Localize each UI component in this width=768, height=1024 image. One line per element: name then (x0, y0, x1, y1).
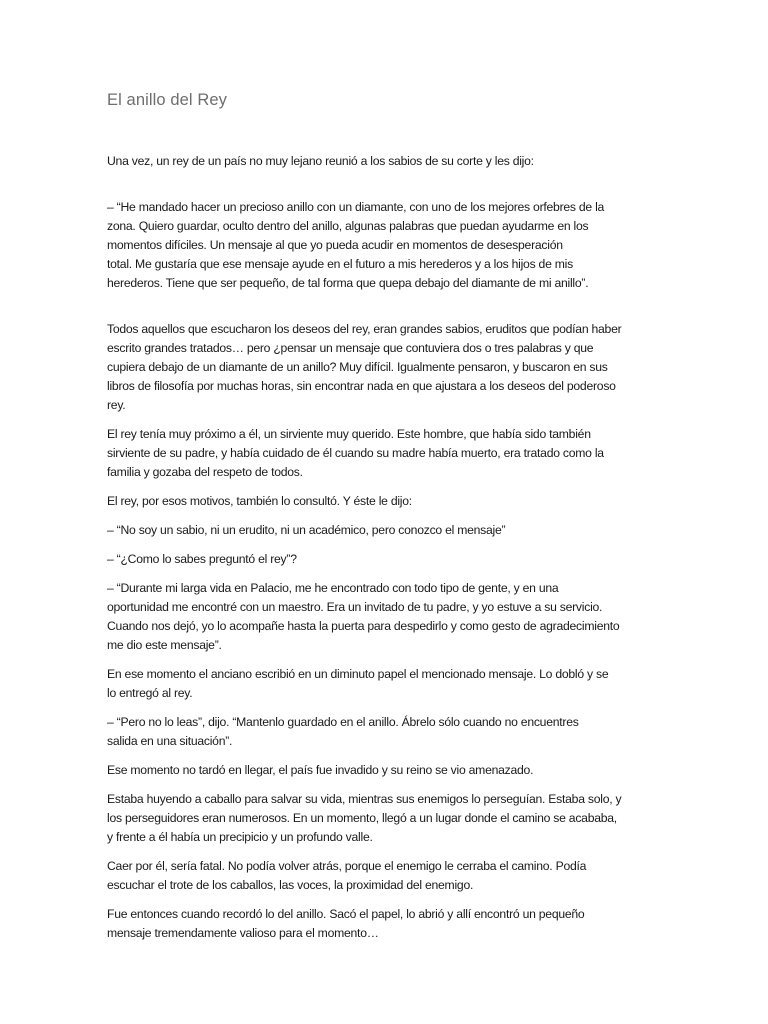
text-line: oportunidad me encontré con un maestro. Era un invitado de tu padre, y yo estuve a su servicio. (107, 600, 603, 614)
text-line: y frente a él había un precipicio y un profundo valle. (107, 830, 373, 844)
paragraph (107, 761, 663, 780)
text-line: Una vez, un rey de un país no muy lejano reunió a los sabios de su corte y les dijo: (107, 154, 534, 168)
paragraph (107, 857, 663, 895)
text-line: los perseguidores eran numerosos. En un momento, llegó a un lugar donde el camino se acababa, (107, 811, 617, 825)
text-line: Caer por él, sería fatal. No podía volver atrás, porque el enemigo le cerraba el camino. Podía (107, 859, 587, 873)
document-title: El anillo del Rey (107, 91, 228, 109)
text-line: sirviente de su padre, y había cuidado de él cuando su madre había muerto, era tratado como la (107, 446, 604, 460)
text-line: El rey, por esos motivos, también lo consultó. Y éste le dijo: (107, 494, 412, 508)
paragraph (107, 579, 663, 655)
text-line: libros de filosofía por muchas horas, sin encontrar nada en que ajustara a los deseos del poderoso (107, 379, 616, 393)
text-line: lo entregó al rey. (107, 686, 193, 700)
text-line: – “¿Como lo sabes preguntó el rey”? (107, 552, 297, 566)
text-line: total. Me gustaría que ese mensaje ayude en el futuro a mis herederos y a los hijos de mis (107, 257, 573, 271)
paragraph (107, 521, 663, 540)
paragraph (107, 425, 663, 482)
text-line: Fue entonces cuando recordó lo del anillo. Sacó el papel, lo abrió y allí encontró un pequeño (107, 907, 585, 921)
text-line: Cuando nos dejó, yo lo acompañe hasta la puerta para despedirlo y como gesto de agradecimiento (107, 619, 620, 633)
text-line: – “Pero no lo leas”, dijo. “Mantenlo guardado en el anillo. Ábrelo sólo cuando no encuentres (107, 715, 579, 729)
paragraph (107, 320, 663, 415)
text-line: familia y gozaba del respeto de todos. (107, 465, 303, 479)
text-line: En ese momento el anciano escribió en un diminuto papel el mencionado mensaje. Lo dobló y se (107, 667, 609, 681)
text-line: – “No soy un sabio, ni un erudito, ni un académico, pero conozco el mensaje” (107, 523, 506, 537)
text-line: Ese momento no tardó en llegar, el país fue invadido y su reino se vio amenazado. (107, 763, 534, 777)
paragraph (107, 713, 663, 751)
paragraph (107, 198, 663, 293)
text-line: – “He mandado hacer un precioso anillo con un diamante, con uno de los mejores orfebres de la (107, 200, 605, 214)
text-line: Todos aquellos que escucharon los deseos del rey, eran grandes sabios, eruditos que podían haber (107, 322, 622, 336)
paragraph (107, 550, 663, 569)
paragraph (107, 492, 663, 511)
text-line: El rey tenía muy próximo a él, un sirviente muy querido. Este hombre, que había sido también (107, 427, 591, 441)
text-line: zona. Quiero guardar, oculto dentro del anillo, algunas palabras que puedan ayudarme en los (107, 219, 589, 233)
document-body (107, 152, 663, 953)
text-line: cupiera debajo de un diamante de un anillo? Muy difícil. Igualmente pensaron, y buscaron en sus (107, 360, 608, 374)
paragraph (107, 665, 663, 703)
text-line: escuchar el trote de los caballos, las voces, la proximidad del enemigo. (107, 878, 474, 892)
text-line: me dio este mensaje”. (107, 638, 222, 652)
text-line: mensaje tremendamente valioso para el momento… (107, 926, 379, 940)
paragraph (107, 790, 663, 847)
paragraph (107, 905, 663, 943)
text-line: rey. (107, 398, 126, 412)
paragraph (107, 152, 663, 171)
text-line: – “Durante mi larga vida en Palacio, me he encontrado con todo tipo de gente, y en una (107, 581, 559, 595)
text-line: escrito grandes tratados… pero ¿pensar un mensaje que contuviera dos o tres palabras y que (107, 341, 594, 355)
text-line: herederos. Tiene que ser pequeño, de tal forma que quepa debajo del diamante de mi anillo”. (107, 276, 589, 290)
text-line: Estaba huyendo a caballo para salvar su vida, mientras sus enemigos lo perseguían. Estaba solo, y (107, 792, 622, 806)
text-line: salida en una situación”. (107, 734, 233, 748)
text-line: momentos difíciles. Un mensaje al que yo pueda acudir en momentos de desesperación (107, 238, 563, 252)
